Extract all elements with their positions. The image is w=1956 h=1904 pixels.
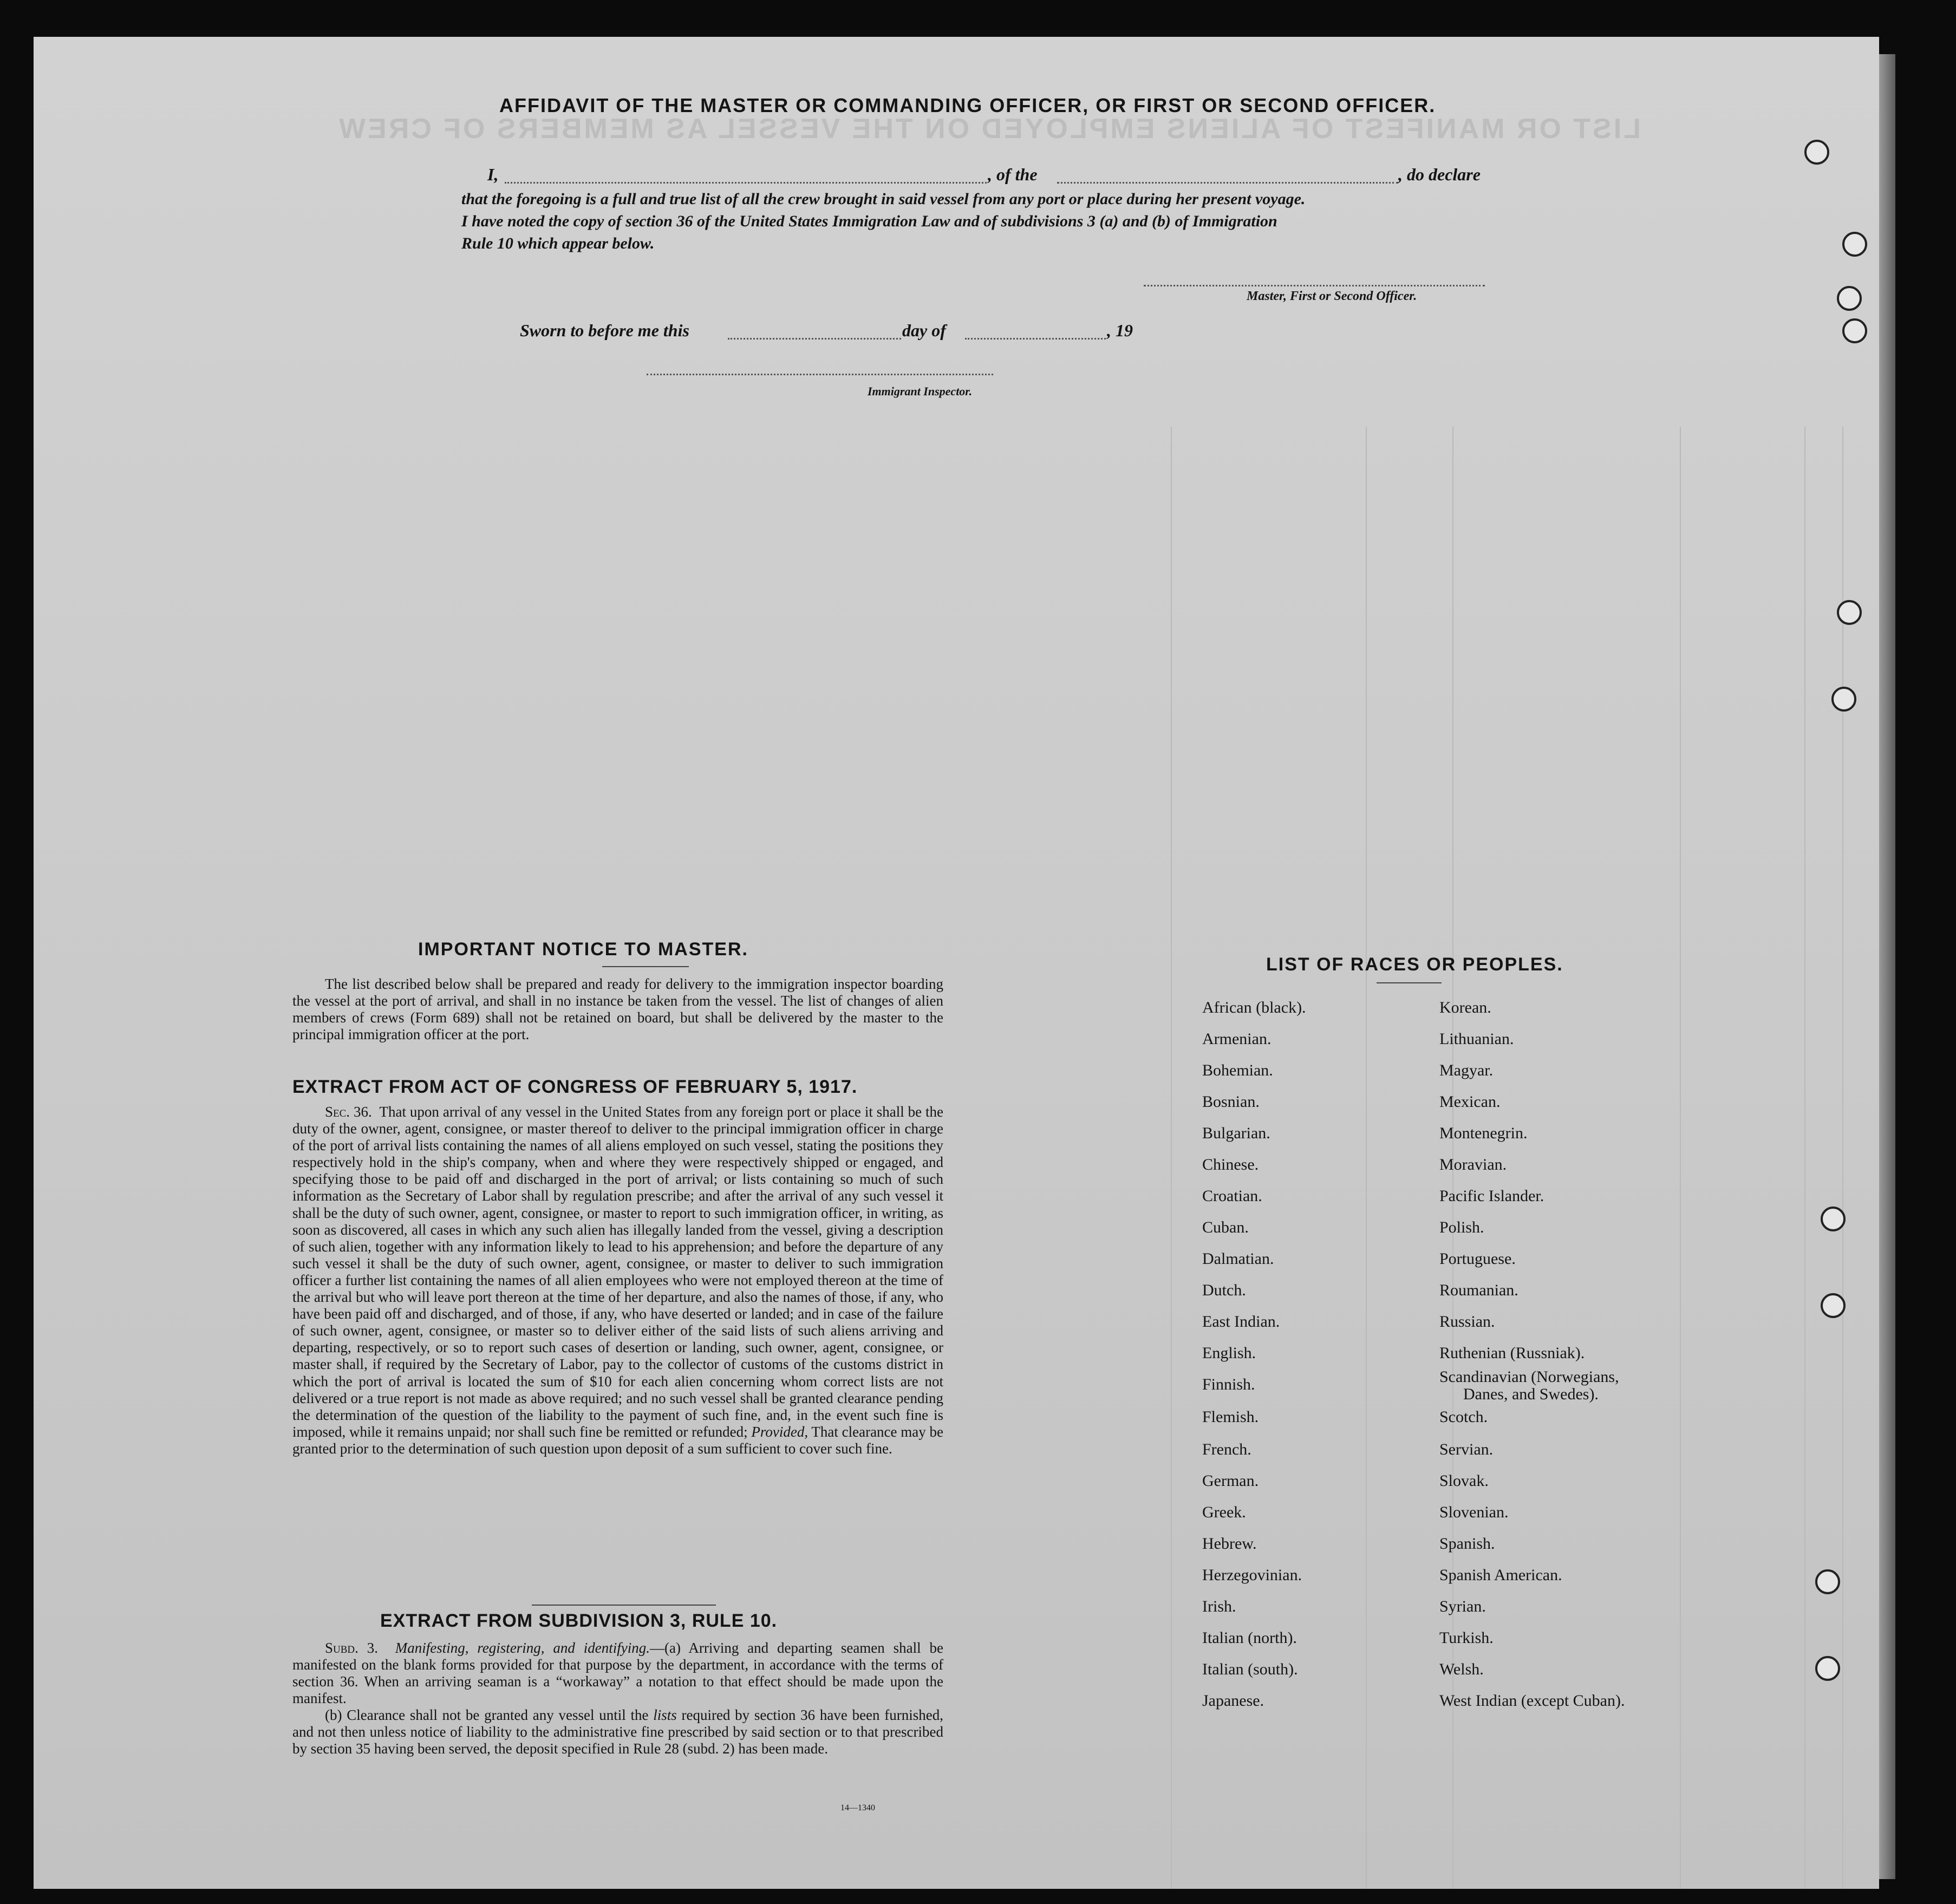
rule-para-b-prefix: (b) Clearance shall not be granted any vessel until the: [325, 1707, 649, 1723]
rule-para-b-rest: required by section 36 have been furnished, and not then unless notice of liability to the administrative fine prescribed by said section or to that prescribed by section 35 having been served, the deposit specified in Rule 28 (subd. 2) has been made.: [292, 1707, 944, 1757]
year-prefix: , 19: [1107, 321, 1133, 340]
race-item: Greek.: [1202, 1503, 1246, 1521]
binder-hole: [1842, 232, 1867, 257]
binder-hole: [1804, 140, 1829, 165]
race-item: Welsh.: [1439, 1660, 1484, 1678]
race-item: Finnish.: [1202, 1375, 1255, 1393]
race-item: Bohemian.: [1202, 1061, 1273, 1079]
race-item: Scandinavian (Norwegians,: [1439, 1368, 1619, 1386]
race-item: Cuban.: [1202, 1218, 1249, 1236]
binder-hole: [1842, 318, 1867, 343]
race-item: Croatian.: [1202, 1187, 1262, 1205]
race-item: Danes, and Swedes).: [1463, 1385, 1599, 1403]
affidavit-line-1: [487, 165, 498, 185]
master-label: Master, First or Second Officer.: [1247, 289, 1417, 303]
rule-subd-label: Subd. 3.: [325, 1640, 378, 1656]
race-item: Bosnian.: [1202, 1093, 1260, 1111]
act-provided: Provided,: [751, 1423, 809, 1440]
vessel-blank: [1057, 182, 1398, 184]
binder-hole: [1821, 1207, 1846, 1231]
rule-para-a: —(a) Arriving and departing seamen shall be manifested on the blank forms provided for that purpose by the department, in accordance with the terms of section 36. When an arriving seaman is a “workaway” a notation to that effect should be made upon the manifest.: [292, 1640, 943, 1706]
form-number: 14—1340: [840, 1803, 875, 1812]
act-body: [292, 1104, 943, 1457]
sworn-month-blank: [965, 338, 1106, 340]
act-sec-label: Sec. 36.: [325, 1104, 372, 1120]
race-item: Spanish American.: [1439, 1566, 1562, 1584]
race-item: Magyar.: [1439, 1061, 1494, 1079]
declare-i: I,: [487, 165, 499, 184]
notice-heading-rule: [602, 966, 689, 967]
race-item: Portuguese.: [1439, 1250, 1516, 1268]
inspector-signature-line: [647, 374, 993, 375]
inspector-label: Immigrant Inspector.: [868, 384, 973, 398]
act-heading: EXTRACT FROM ACT OF CONGRESS OF FEBRUARY 5, 1917.: [292, 1077, 858, 1097]
sworn-day-blank: [728, 338, 901, 340]
affidavit-heading: AFFIDAVIT OF THE MASTER OR COMMANDING OFFICER, OR FIRST OR SECOND OFFICER.: [499, 94, 1436, 116]
notice-heading: IMPORTANT NOTICE TO MASTER.: [418, 939, 748, 960]
race-item: African (black).: [1202, 999, 1306, 1016]
race-item: Roumanian.: [1439, 1281, 1518, 1299]
race-item: Hebrew.: [1202, 1535, 1257, 1553]
race-item: Syrian.: [1439, 1597, 1486, 1615]
rule-body: [292, 1640, 943, 1757]
race-item: Slovenian.: [1439, 1503, 1509, 1521]
race-item: Armenian.: [1202, 1030, 1272, 1048]
race-item: Italian (south).: [1202, 1660, 1298, 1678]
master-signature-line: [1144, 285, 1485, 286]
race-item: French.: [1202, 1440, 1251, 1458]
race-item: Polish.: [1439, 1218, 1484, 1236]
race-item: Lithuanian.: [1439, 1030, 1514, 1048]
race-item: Chinese.: [1202, 1156, 1259, 1173]
binder-hole: [1821, 1293, 1846, 1318]
races-heading-rule: [1377, 982, 1442, 983]
race-item: Italian (north).: [1202, 1629, 1297, 1647]
rule-subd-title: Manifesting, registering, and identifying.: [395, 1640, 650, 1656]
race-item: Pacific Islander.: [1439, 1187, 1544, 1205]
binder-hole: [1837, 600, 1862, 625]
act-body-end: That clearance may be granted prior to the determination of such question upon deposit of a sum sufficient to cover such fine.: [292, 1423, 944, 1457]
race-item: Turkish.: [1439, 1629, 1494, 1647]
binder-hole: [1831, 687, 1856, 712]
race-item: Ruthenian (Russniak).: [1439, 1344, 1585, 1362]
binder-hole: [1815, 1656, 1840, 1681]
race-item: East Indian.: [1202, 1313, 1280, 1331]
declare-end: , do declare: [1398, 165, 1481, 184]
race-item: English.: [1202, 1344, 1256, 1362]
race-item: Japanese.: [1202, 1692, 1264, 1710]
race-item: Dutch.: [1202, 1281, 1246, 1299]
race-item: Herzegovinian.: [1202, 1566, 1302, 1584]
race-item: Dalmatian.: [1202, 1250, 1274, 1268]
race-item: Mexican.: [1439, 1093, 1501, 1111]
race-item: Scotch.: [1439, 1408, 1488, 1426]
race-item: Korean.: [1439, 999, 1491, 1016]
notice-body: The list described below shall be prepared and ready for delivery to the immigration inspector boarding the vessel at the port of arrival, and shall in no instance be taken from the vessel. The list of changes of alien members of crews (Form 689) shall not be retained on board, but shall be delivered by the master to the principal immigration officer at the port.: [292, 976, 943, 1042]
race-item: Spanish.: [1439, 1535, 1495, 1553]
bleed-through-title: LIST OR MANIFEST OF ALIENS EMPLOYED ON THE VESSEL AS MEMBERS OF CREW: [337, 113, 1641, 145]
race-item: Russian.: [1439, 1313, 1495, 1331]
day-of-label: day of: [902, 321, 946, 340]
rule-para-b-lists: lists: [653, 1707, 677, 1723]
binder-hole: [1815, 1569, 1840, 1594]
declare-of-the: , of the: [988, 165, 1038, 184]
race-item: German.: [1202, 1472, 1259, 1490]
page-edge-shadow: [1879, 54, 1895, 1879]
race-item: Bulgarian.: [1202, 1124, 1270, 1142]
rule-heading: EXTRACT FROM SUBDIVISION 3, RULE 10.: [380, 1610, 778, 1631]
name-blank: [505, 182, 987, 184]
race-item: Irish.: [1202, 1597, 1236, 1615]
act-body-text: That upon arrival of any vessel in the United States from any foreign port or place it shall be the duty of the owner, agent, consignee, or master thereof to deliver to the principal immigration officer in charge of the port of arrival lists containing the names of all aliens employed on such vessel, stating the positions they respectively hold in the ship's company, when and where they were respectively shipped or engaged, and specifying those to be paid off and discharged in the port of arrival; or lists containing so much of such information as the Secretary of Labor shall by regulation prescribe; and after the arrival of any such vessel it shall be the duty of such owner, agent, consignee, or master to report to such immigration officer, in writing, as soon as discovered, all cases in which any such alien has illegally landed from the vessel, giving a description of such alien, together with any information likely to lead to his apprehension; and before the departure of any such vessel it shall be the duty of such owner, agent, consignee, or master to deliver to such immigration officer a further list containing the names of all alien employees who were not employed thereon at the time of the arrival but who will leave port thereon at the time of her departure, and also the names of those, if any, who have been paid off and discharged, and of those, if any, who have deserted or landed; and in case of the failure of such owner, agent, consignee, or master so to deliver either of the said lists of such aliens arriving and departing, respectively, or so to report such cases of desertion or landing, such owner, agent, consignee, or master shall, if required by the Secretary of Labor, pay to the collector of customs of the customs district in which the port of arrival is located the sum of $10 for each alien concerning whom correct lists are not delivered or a true report is not made as above required; and no such vessel shall be granted clearance pending the determination of the question of the liability to the payment of such fine, and, in the event such fine is imposed, while it remains unpaid; nor shall such fine be remitted or refunded;: [292, 1104, 944, 1440]
manifest-page: [34, 37, 1879, 1889]
act-end-rule: [532, 1605, 716, 1606]
race-item: Servian.: [1439, 1440, 1494, 1458]
affidavit-line-2: that the foregoing is a full and true list of all the crew brought in said vessel from any port or place during her present voyage.: [461, 190, 1306, 208]
binder-hole: [1837, 286, 1862, 311]
races-heading: LIST OF RACES OR PEOPLES.: [1266, 954, 1563, 975]
race-item: Slovak.: [1439, 1472, 1489, 1490]
affidavit-line-3: I have noted the copy of section 36 of the United States Immigration Law and of subdivisions 3 (a) and (b) of Immigration: [461, 212, 1277, 230]
race-item: Flemish.: [1202, 1408, 1259, 1426]
sworn-label: Sworn to before me this: [520, 321, 689, 340]
race-item: Moravian.: [1439, 1156, 1507, 1173]
affidavit-line-4: Rule 10 which appear below.: [461, 234, 655, 252]
race-item: Montenegrin.: [1439, 1124, 1528, 1142]
race-item: West Indian (except Cuban).: [1439, 1692, 1625, 1710]
